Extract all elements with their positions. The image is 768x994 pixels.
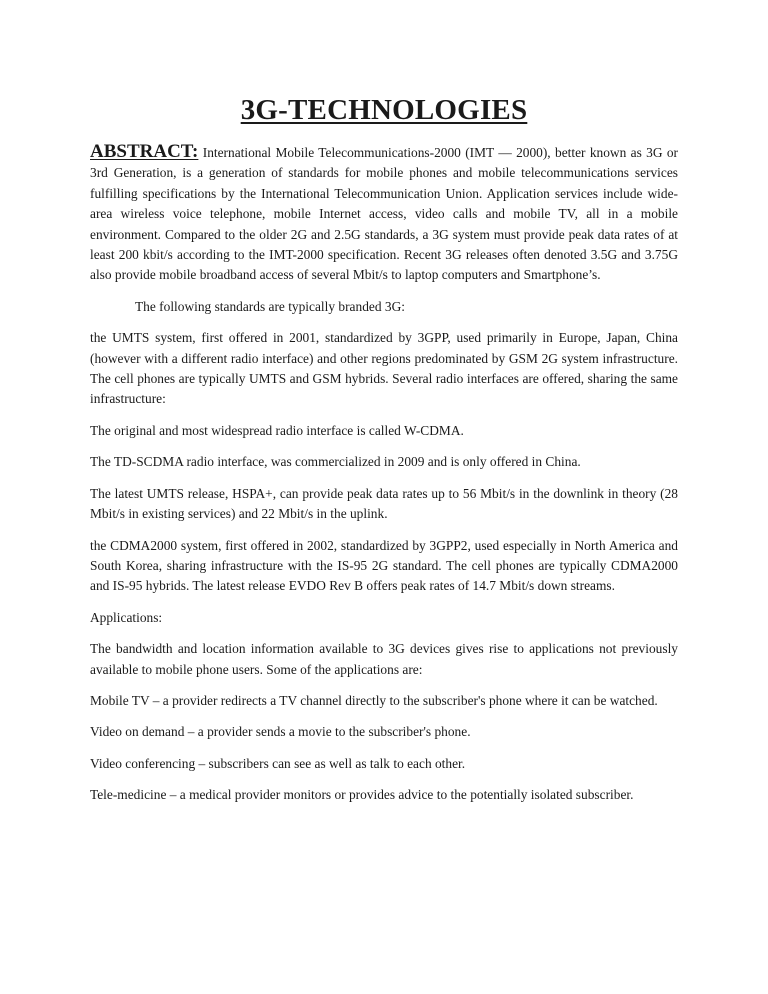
abstract-paragraph [90,142,678,286]
wcdma-paragraph: The original and most widespread radio interface is called W-CDMA. [90,422,464,438]
abstract-label: ABSTRACT: [90,141,199,162]
document-title: 3G-TECHNOLOGIES [240,94,528,126]
tdscdma-paragraph: The TD-SCDMA radio interface, was commercialized in 2009 and is only offered in China. [90,454,581,470]
applications-intro: The bandwidth and location information available to 3G devices gives rise to applications not previously available to mobile phone users. Some of the applications are: [90,641,678,677]
mobile-tv-paragraph: Mobile TV – a provider redirects a TV channel directly to the subscriber's phone where it can be watched. [90,692,658,708]
umts-paragraph: the UMTS system, first offered in 2001, standardized by 3GPP, used primarily in Europe, Japan, China (however with a different radio interface) and other regions predominated by GSM 2G system infrastructure. The cell phones are typically UMTS and GSM hybrids. Several radio interfaces are offered, sharing the same infrastructure: [90,330,678,407]
applications-heading: Applications: [90,609,163,625]
document-page [90,0,678,806]
video-conferencing-paragraph: Video conferencing – subscribers can see as well as talk to each other. [90,755,466,771]
abstract-text: International Mobile Telecommunications-2000 (IMT — 2000), better known as 3G or 3rd Generation, is a generation of standards for mobile phones and mobile telecommunications services fulfilling specifications by the International Telecommunication Union. Application services include wide-area wireless voice telephone, mobile Internet access, video calls and mobile TV, all in a mobile environment. Compared to the older 2G and 2.5G standards, a 3G system must provide peak data rates of at least 200 kbit/s according to the IMT-2000 specification. Recent 3G releases often denoted 3.5G and 3.75G also provide mobile broadband access of several Mbit/s to laptop computers and Smartphone’s. [90,145,678,283]
video-on-demand-paragraph: Video on demand – a provider sends a movie to the subscriber's phone. [90,724,471,740]
standards-intro: The following standards are typically branded 3G: [135,298,405,314]
hspa-paragraph: The latest UMTS release, HSPA+, can provide peak data rates up to 56 Mbit/s in the downlink in theory (28 Mbit/s in existing services) and 22 Mbit/s in the uplink. [90,485,678,522]
tele-medicine-paragraph: Tele-medicine – a medical provider monitors or provides advice to the potentially isolated subscriber. [90,787,634,803]
cdma2000-paragraph: the CDMA2000 system, first offered in 2002, standardized by 3GPP2, used especially in North America and South Korea, sharing infrastructure with the IS-95 2G standard. The cell phones are typically CDMA2000 and IS-95 hybrids. The latest release EVDO Rev B offers peak rates of 14.7 Mbit/s down streams. [90,537,678,594]
